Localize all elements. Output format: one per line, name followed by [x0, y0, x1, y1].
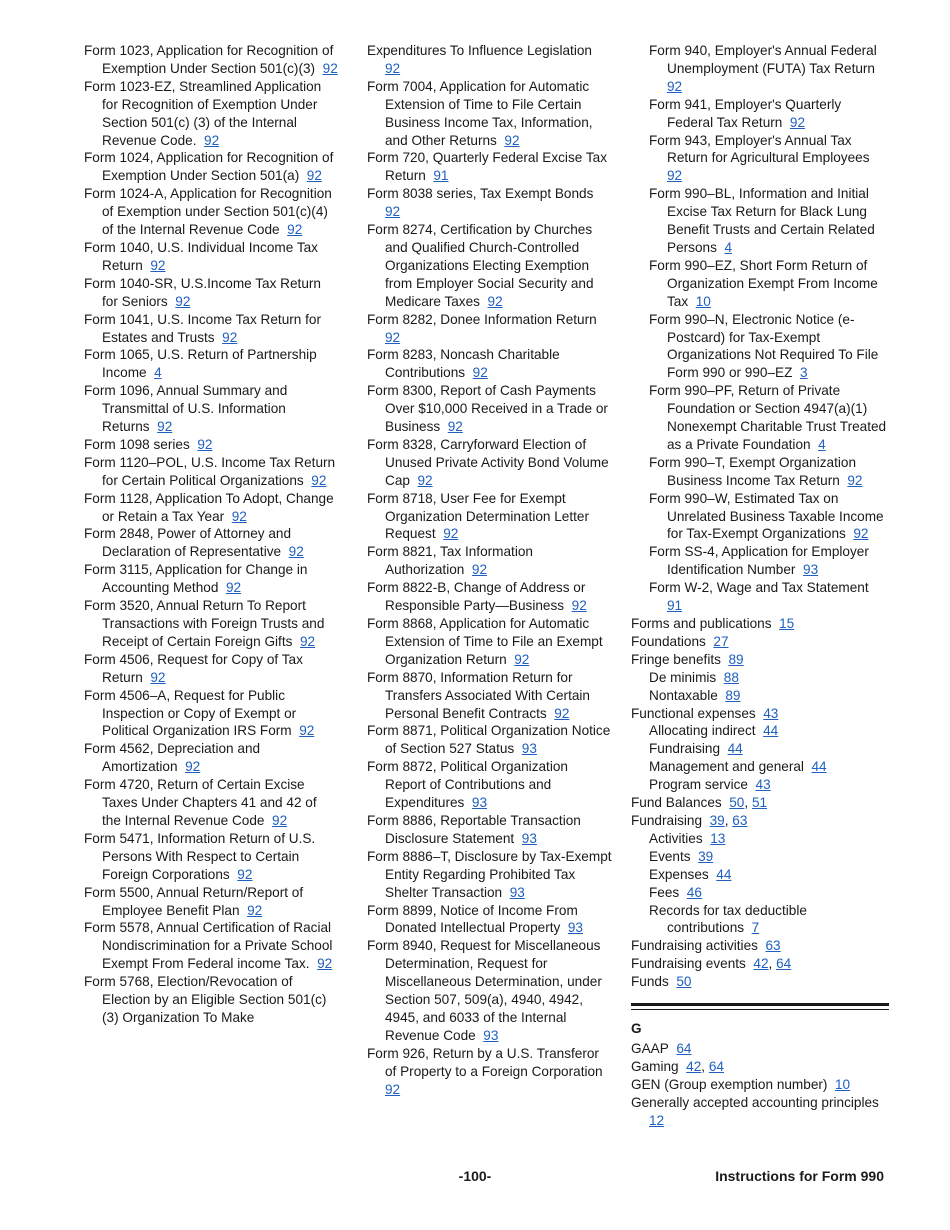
index-entry-text: Form 8872, Political Organization Report of Contributions and Expenditures: [367, 759, 568, 811]
index-entry-text: Form 990–BL, Information and Initial Excise Tax Return for Black Lung Benefit Trusts and Certain Related Persons: [649, 186, 875, 255]
index-entry-text: Form 1024-A, Application for Recognition of Exemption under Section 501(c)(4) of the Internal Revenue Code: [84, 186, 332, 238]
page-link[interactable]: 44: [727, 741, 743, 757]
index-entry: [84, 436, 338, 454]
index-column-2: [367, 42, 612, 1098]
index-entry: [631, 1040, 889, 1058]
index-entry: [631, 866, 889, 884]
page-link[interactable]: 4: [724, 239, 732, 255]
index-entry: [631, 705, 889, 723]
index-entry: [84, 884, 338, 920]
section-letter-g: G: [631, 1021, 642, 1037]
index-entry: [631, 669, 889, 687]
index-entry: [631, 776, 889, 794]
index-entry-text: Gaming: [631, 1058, 679, 1074]
page-link[interactable]: 4: [818, 436, 826, 452]
page-link[interactable]: 42: [686, 1058, 702, 1074]
page-link[interactable]: 42: [753, 956, 769, 972]
index-entry-text: Form 1096, Annual Summary and Transmittal of U.S. Information Returns: [84, 383, 288, 435]
index-entry-text: Foundations: [631, 633, 706, 649]
index-entry: [367, 149, 612, 185]
index-entry-text: Form 7004, Application for Automatic Extension of Time to File Certain Business Income Tax, Information, and Other Returns: [367, 78, 593, 148]
page-link[interactable]: 92: [150, 669, 166, 685]
page-link[interactable]: 92: [554, 705, 570, 721]
index-entry: [84, 525, 338, 561]
page-link[interactable]: 92: [299, 723, 315, 739]
index-entry-text: GAAP: [631, 1040, 669, 1056]
index-entry-text: Form 5578, Annual Certification of Racial Nondiscrimination for a Private School Exempt From Federal income Tax.: [84, 920, 333, 972]
page-link[interactable]: 92: [571, 598, 587, 614]
page-link[interactable]: 92: [287, 222, 303, 238]
index-entry-text: Form 8886–T, Disclosure by Tax-Exempt Entity Regarding Prohibited Tax Shelter Transaction: [367, 848, 612, 900]
index-entry: [84, 42, 338, 78]
page-link[interactable]: 64: [676, 1040, 692, 1056]
index-entry: [367, 615, 612, 669]
page-link[interactable]: 92: [443, 526, 459, 542]
page-link[interactable]: 10: [695, 293, 711, 309]
index-entry: [367, 543, 612, 579]
page-link[interactable]: 27: [713, 633, 729, 649]
index-column-3-entries: [631, 42, 889, 991]
index-entry-text: Fringe benefits: [631, 651, 721, 667]
page-link[interactable]: 91: [667, 598, 683, 614]
page-link[interactable]: 93: [521, 830, 537, 846]
page-link[interactable]: 92: [237, 866, 253, 882]
page-link[interactable]: 92: [272, 812, 288, 828]
index-entry: [84, 490, 338, 526]
index-entry: [367, 669, 612, 723]
index-entry: [631, 902, 889, 938]
page-link[interactable]: 51: [751, 795, 768, 811]
index-entry: [631, 454, 889, 490]
page-link[interactable]: 92: [175, 293, 191, 309]
index-entry-text: Program service: [649, 777, 748, 793]
page-link[interactable]: 89: [725, 687, 741, 703]
page-link[interactable]: 88: [723, 669, 739, 685]
index-entry: [631, 382, 889, 454]
page-link[interactable]: 64: [708, 1058, 724, 1074]
index-entry: [367, 937, 612, 1044]
index-entry: [367, 382, 612, 436]
index-entry: [631, 848, 889, 866]
index-entry: Gaming 42, 64: [631, 1058, 724, 1074]
index-entry-text: Form 1065, U.S. Return of Partnership Income: [84, 347, 317, 381]
page-link[interactable]: 92: [385, 60, 401, 76]
index-entry-text: Fundraising activities: [631, 938, 758, 954]
index-entry-text: Form SS-4, Application for Employer Identification Number: [649, 544, 869, 578]
index-entry: [84, 382, 338, 436]
index-entry-text: Form 8868, Application for Automatic Extension of Time to File an Exempt Organization Return: [367, 616, 603, 667]
index-entry: [84, 776, 338, 830]
index-entry: [84, 311, 338, 347]
page-link[interactable]: 92: [504, 132, 520, 148]
page-link[interactable]: 43: [755, 777, 771, 793]
page-link[interactable]: 93: [803, 562, 819, 578]
index-entry: [367, 1045, 612, 1099]
index-entry-text: Form 941, Employer's Quarterly Federal Tax Return: [649, 96, 842, 130]
page-link[interactable]: 50: [729, 795, 745, 811]
index-entry: [631, 490, 889, 544]
page-link[interactable]: 92: [231, 508, 247, 524]
page-link[interactable]: 92: [317, 956, 333, 972]
document-title: Instructions for Form 990: [715, 1168, 884, 1184]
index-entry: [84, 687, 338, 741]
index-entry: [631, 543, 889, 579]
page-link[interactable]: 44: [763, 723, 779, 739]
page-link[interactable]: 44: [716, 866, 732, 882]
page-link[interactable]: 92: [514, 651, 530, 667]
page-link[interactable]: 63: [732, 812, 748, 828]
index-entry: [631, 973, 889, 991]
index-entry: [84, 78, 338, 150]
index-entry: [84, 239, 338, 275]
index-entry: [631, 579, 889, 615]
page-link[interactable]: 92: [197, 436, 213, 452]
index-entry-text: Form 1098 series: [84, 436, 190, 452]
page-link[interactable]: 92: [447, 419, 463, 435]
page-link[interactable]: 92: [288, 544, 304, 560]
index-entry-text: Form 8038 series, Tax Exempt Bonds: [367, 186, 594, 202]
index-entry: [84, 346, 338, 382]
index-entry: [631, 884, 889, 902]
page-link[interactable]: 93: [483, 1027, 499, 1043]
page-number: -100-: [458, 1168, 492, 1184]
page-link[interactable]: 93: [509, 884, 525, 900]
index-entry: [84, 973, 338, 1027]
index-entry: Fundraising 39, 63: [631, 812, 748, 828]
index-entry-text: Form 8899, Notice of Income From Donated Intellectual Property: [367, 902, 578, 936]
page-link[interactable]: 92: [225, 580, 242, 596]
index-entry: [367, 185, 612, 221]
index-entry-text: Form 990–N, Electronic Notice (e-Postcard) for Tax-Exempt Organizations Not Required To File Form 990 or 990–EZ: [649, 311, 879, 381]
index-entry-text: Form 8886, Reportable Transaction Disclosure Statement: [367, 812, 581, 846]
index-entry-text: Form 4506–A, Request for Public Inspection or Copy of Exempt or Political Organization IRS Form: [84, 687, 297, 739]
index-entry: [367, 221, 612, 311]
page-link[interactable]: 89: [728, 651, 744, 667]
index-entry: [631, 722, 889, 740]
index-entry: [631, 937, 889, 955]
index-entry-text: Fundraising: [649, 741, 721, 757]
page-link[interactable]: 92: [157, 419, 173, 435]
index-entry-text: Form 720, Quarterly Federal Excise Tax Return: [367, 150, 607, 184]
page-link[interactable]: 92: [322, 60, 338, 76]
index-entry: [631, 651, 889, 669]
index-entry-text: Form 990–EZ, Short Form Return of Organization Exempt From Income Tax: [649, 257, 878, 309]
index-entry-text: Form 1040, U.S. Individual Income Tax Return: [84, 239, 318, 273]
index-entry-text: Form 8871, Political Organization Notice of Section 527 Status: [367, 723, 611, 757]
page-link[interactable]: 15: [779, 616, 795, 631]
page-link[interactable]: 92: [853, 526, 869, 542]
index-entry-text: Form 4506, Request for Copy of Tax Return: [84, 651, 303, 685]
index-entry: [631, 740, 889, 758]
index-entry-text: Form 990–W, Estimated Tax on Unrelated Business Taxable Income for Tax-Exempt Organizations: [649, 490, 884, 542]
index-entry-text: Form 1120–POL, U.S. Income Tax Return for Certain Political Organizations: [84, 454, 336, 488]
index-entry-text: Form 5471, Information Return of U.S. Persons With Respect to Certain Foreign Corporations: [84, 830, 316, 882]
page-link[interactable]: 10: [835, 1076, 851, 1092]
index-entry-text: De minimis: [649, 669, 717, 685]
page-link[interactable]: 93: [521, 741, 537, 757]
index-entry: [631, 185, 889, 257]
index-entry-text: Records for tax deductible contributions: [649, 902, 807, 936]
index-entry: [367, 812, 612, 848]
index-entry: [631, 311, 889, 383]
index-entry: [631, 1076, 889, 1094]
page-link[interactable]: 3: [800, 365, 808, 381]
index-entry-text: Form 1023, Application for Recognition of Exemption Under Section 501(c)(3): [84, 43, 334, 76]
index-entry: [367, 722, 612, 758]
page-link[interactable]: 92: [150, 257, 166, 273]
index-entry: [84, 185, 338, 239]
index-entry: [631, 257, 889, 311]
index-entry-text: Form 990–T, Exempt Organization Business Income Tax Return: [649, 454, 857, 488]
index-entry-text: Form 943, Employer's Annual Tax Return for Agricultural Employees: [649, 132, 870, 166]
page-link[interactable]: 92: [247, 902, 263, 918]
index-entry: [84, 275, 338, 311]
index-entry: [84, 651, 338, 687]
page-link[interactable]: 92: [185, 759, 201, 775]
index-entry-text: Fundraising events: [631, 956, 746, 972]
page-link[interactable]: 64: [776, 956, 792, 972]
index-entry-text: Form 4562, Depreciation and Amortization: [84, 741, 261, 775]
index-entry: [367, 346, 612, 382]
page-link[interactable]: 39: [709, 812, 725, 828]
index-entry-text: Form 5768, Election/Revocation of Election by an Eligible Section 501(c)(3) Organization To Make: [84, 974, 327, 1025]
page-link[interactable]: 63: [765, 938, 781, 954]
index-entry: [631, 42, 889, 96]
page-link[interactable]: 92: [667, 78, 683, 94]
index-entry: [367, 490, 612, 544]
page-link[interactable]: 46: [686, 884, 702, 900]
section-divider: [631, 1003, 889, 1010]
index-entry: [631, 633, 889, 651]
index-entry-text: Allocating indirect: [649, 723, 756, 739]
index-entry-text: Form 8821, Tax Information Authorization: [367, 544, 533, 578]
index-entry-text: Form 4720, Return of Certain Excise Taxes Under Chapters 41 and 42 of the Internal Revenue Code: [84, 777, 317, 828]
index-entry-text: Form 8282, Donee Information Return: [367, 311, 597, 327]
page-link[interactable]: 92: [789, 114, 806, 130]
index-entry: Fund Balances 50, 51: [631, 795, 768, 811]
index-entry-text: Form 8822-B, Change of Address or Responsible Party—Business: [367, 580, 586, 614]
index-entry-text: Fees: [649, 884, 680, 900]
index-entry: [631, 758, 889, 776]
index-entry: [84, 561, 338, 597]
index-entry-text: Fundraising: [631, 812, 703, 828]
index-entry-text: Form 1024, Application for Recognition of Exemption Under Section 501(a): [84, 150, 334, 184]
index-entry: [631, 132, 889, 186]
index-entry-text: Form 1041, U.S. Income Tax Return for Estates and Trusts: [84, 311, 321, 345]
page-link[interactable]: 92: [417, 472, 433, 488]
page-link[interactable]: 92: [222, 329, 238, 345]
index-entry-text: Management and general: [649, 759, 804, 775]
page-link[interactable]: 92: [311, 472, 327, 488]
index-entry-text: Form 8328, Carryforward Election of Unused Private Activity Bond Volume Cap: [367, 436, 609, 488]
index-entry-text: Form 8718, User Fee for Exempt Organization Determination Letter Request: [367, 490, 590, 542]
index-entry-text: Nontaxable: [649, 687, 718, 703]
index-entry: [84, 149, 338, 185]
index-entry-text: Form 8870, Information Return for Transfers Associated With Certain Personal Benefit Contracts: [367, 669, 590, 721]
page-link[interactable]: 13: [710, 830, 726, 846]
index-entry-text: Form 5500, Annual Return/Report of Employee Benefit Plan: [84, 884, 304, 918]
index-entry-text: GEN (Group exemption number): [631, 1076, 828, 1092]
index-entry: [631, 615, 889, 633]
index-entry-text: Form 1023-EZ, Streamlined Application for Recognition of Exemption Under Section 501(c) (3) of the Internal Revenue Code.: [84, 78, 322, 148]
index-entry-text: Expenses: [649, 866, 709, 882]
index-entry-text: Form 3520, Annual Return To Report Transactions with Foreign Trusts and Receipt of Certain Foreign Gifts: [84, 598, 325, 649]
page-link[interactable]: 92: [847, 472, 863, 488]
page-link[interactable]: 92: [306, 168, 322, 184]
index-entry-text: Functional expenses: [631, 705, 756, 721]
index-entry: [367, 78, 612, 150]
page-link[interactable]: 92: [385, 329, 401, 345]
index-entry: [367, 42, 612, 78]
index-entry-text: Fund Balances: [631, 795, 722, 811]
page-link[interactable]: 93: [471, 795, 488, 811]
page-link[interactable]: 92: [471, 562, 488, 578]
page-link[interactable]: 43: [763, 705, 779, 721]
page-link[interactable]: 4: [154, 365, 162, 381]
index-entry-text: Forms and publications: [631, 616, 772, 631]
index-entry: [367, 848, 612, 902]
index-column-3: [631, 42, 889, 1129]
index-entry-text: Form W-2, Wage and Tax Statement: [649, 580, 869, 596]
index-entry: [84, 454, 338, 490]
page-link[interactable]: 92: [487, 293, 503, 309]
index-entry-text: Form 1040-SR, U.S.Income Tax Return for Seniors: [84, 275, 321, 309]
index-entry-text: Expenditures To Influence Legislation: [367, 43, 592, 58]
page-link[interactable]: 93: [567, 920, 583, 936]
index-entry: [367, 436, 612, 490]
page-link[interactable]: 92: [204, 132, 220, 148]
index-entry-text: Form 3115, Application for Change in Accounting Method: [84, 562, 308, 596]
index-entry-text: Form 990–PF, Return of Private Foundation or Section 4947(a)(1) Nonexempt Charitable Trust Treated as a Private Foundation: [649, 383, 887, 452]
index-entry-text: Activities: [649, 830, 703, 846]
index-entry-text: Form 8283, Noncash Charitable Contributions: [367, 347, 560, 381]
page-link[interactable]: 44: [811, 759, 827, 775]
section-g-entries: [631, 1040, 889, 1130]
index-entry: [631, 96, 889, 132]
index-entry-text: Form 1128, Application To Adopt, Change or Retain a Tax Year: [84, 490, 334, 524]
page-link[interactable]: 12: [649, 1112, 665, 1128]
index-entry: Fundraising events 42, 64: [631, 956, 792, 972]
index-entry: [631, 1094, 889, 1130]
index-entry: [631, 830, 889, 848]
index-entry-text: Form 8940, Request for Miscellaneous Determination, Request for Miscellaneous Determination, under Section 507, 509(a), 4940, 4942, 4945, and 6033 of the Internal Revenue Code: [367, 938, 602, 1043]
index-entry: [631, 687, 889, 705]
page-link[interactable]: 92: [385, 204, 401, 220]
page-link[interactable]: 91: [433, 168, 449, 184]
index-entry-text: Generally accepted accounting principles: [631, 1094, 879, 1110]
page-link[interactable]: 92: [472, 365, 488, 381]
index-entry: [367, 579, 612, 615]
index-entry-text: Form 940, Employer's Annual Federal Unemployment (FUTA) Tax Return: [649, 43, 877, 76]
index-entry: [84, 919, 338, 973]
page-link[interactable]: 50: [676, 974, 692, 990]
index-entry-text: Funds: [631, 974, 669, 990]
page-link[interactable]: 92: [667, 168, 683, 184]
index-entry: [367, 902, 612, 938]
index-entry-text: Form 8274, Certification by Churches and Qualified Church-Controlled Organizations Electing Exemption from Employer Social Security and Medicare Taxes: [367, 222, 594, 309]
index-entry: [367, 311, 612, 347]
index-entry: [84, 597, 338, 651]
index-entry: [367, 758, 612, 812]
page-link[interactable]: 92: [299, 633, 316, 649]
index-entry: [84, 830, 338, 884]
page-link[interactable]: 7: [751, 920, 760, 936]
index-entry-text: Form 8300, Report of Cash Payments Over $10,000 Received in a Trade or Business: [367, 383, 608, 435]
page-link[interactable]: 92: [385, 1081, 401, 1097]
index-column-1: [84, 42, 338, 1027]
index-entry-text: Events: [649, 848, 691, 864]
index-entry-text: Form 926, Return by a U.S. Transferor of Property to a Foreign Corporation: [367, 1045, 603, 1079]
index-entry-text: Form 2848, Power of Attorney and Declaration of Representative: [84, 526, 292, 560]
page-link[interactable]: 39: [698, 848, 714, 864]
index-entry: [84, 740, 338, 776]
